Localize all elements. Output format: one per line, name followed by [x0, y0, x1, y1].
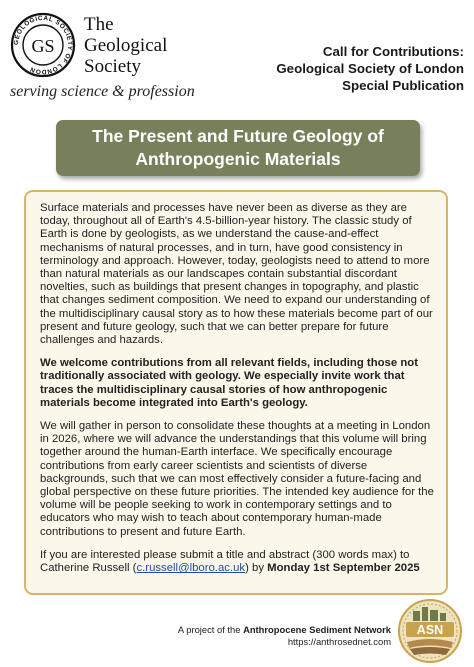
asn-logo — [397, 598, 463, 664]
submission-text: If you are interested please submit a title and abstract (300 words max) to Catherine Russell ( — [40, 548, 410, 575]
org-name-line-1: The — [84, 14, 114, 35]
publication-title-banner — [56, 120, 420, 176]
tagline: serving science & profession — [10, 83, 195, 100]
title-line-1: The Present and Future Geology of — [92, 126, 384, 146]
call-for-contributions-heading — [276, 43, 464, 94]
footer-credit — [178, 624, 391, 648]
title-line-2: Anthropogenic Materials — [135, 149, 341, 169]
project-url[interactable]: https://anthrosednet.com — [287, 636, 391, 647]
description-box — [24, 190, 448, 595]
organization-name — [84, 14, 167, 77]
call-line-2: Geological Society of London — [276, 61, 464, 76]
call-line-3: Special Publication — [342, 78, 464, 93]
contact-email-link[interactable]: c.russell@lboro.ac.uk — [136, 562, 246, 575]
seal-ring-text: GEOLOGICAL SOCIETY OF LONDON — [12, 14, 74, 76]
org-name-line-2: Geological — [84, 35, 168, 56]
project-prefix: A project of the — [177, 624, 244, 635]
deadline-date: Monday 1st September 2025 — [267, 562, 420, 575]
project-credit-line — [178, 624, 391, 636]
geological-society-seal-logo — [10, 12, 76, 78]
submission-paragraph — [40, 549, 434, 575]
call-line-1: Call for Contributions: — [322, 44, 464, 59]
asn-logo-text: ASN — [416, 623, 444, 637]
intro-paragraph: Surface materials and processes have never been as diverse as they are today, throughout all of Earth's 4.5-billion-year history. The classic study of Earth is done by geologists, as we understand the cause-and-effect mechanisms of natural processes, and in turn, have good consistency in terminology and approach. However, today, geologists need to attend to more than natural materials as our landscapes contain substantial discordant novelties, such as buildings that present changes in topography, and plastic that changes sediment composition. We need to expand our understanding of the multidisciplinary causal story as to how these materials become part of our present and future geology, such that we can better prepare for future challenges and hazards. — [40, 202, 433, 347]
meeting-paragraph: We will gather in person to consolidate these thoughts at a meeting in London in 2026, where we will advance the understandings that this volume will bring together around the human-Earth interface. We specifically encourage contributions from early career scientists and scientists of diverse backgrounds, such that we can most effectively consider a future-facing and global perspective on these future priorities. The intended key audience for the volume will be people seeking to work in contemporary settings and to educators who may wish to teach about contemporary human-made contributions to present and future Earth. — [40, 420, 434, 538]
submission-by-text: ) by — [245, 562, 268, 575]
welcome-paragraph: We welcome contributions from all relevant fields, including those not traditionally associated with geology. We especially invite work that traces the multidisciplinary causal stories of how anthropogenic materials become integrated into Earth's geology. — [40, 357, 418, 409]
project-name: Anthropocene Sediment Network — [243, 624, 391, 635]
org-name-line-3: Society — [84, 56, 141, 77]
seal-monogram: GS — [31, 36, 55, 56]
